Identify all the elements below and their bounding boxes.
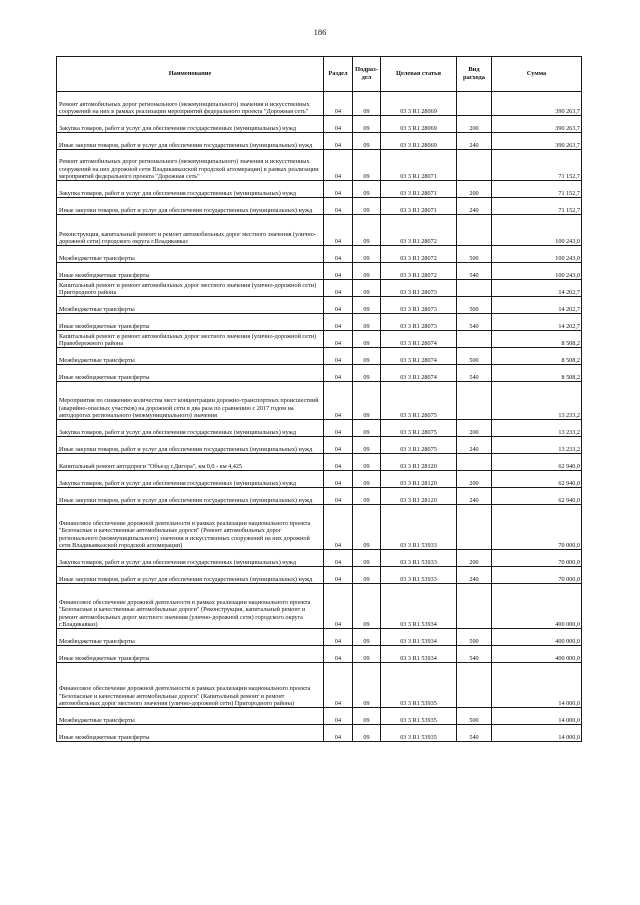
table-row (57, 181, 582, 198)
cell-podrazdel: 09 (353, 92, 381, 116)
cell-podrazdel: 09 (353, 116, 381, 133)
cell-sum: 13 233,2 (492, 420, 582, 437)
cell-target: 03 3 R1 53935 (381, 663, 457, 708)
cell-podrazdel: 09 (353, 708, 381, 725)
cell-name: Закупка товаров, работ и услуг для обеспечения государственных (муниципальных) нужд (57, 550, 324, 567)
cell-name: Финансовое обеспечение дорожной деятельности в рамках реализации национального проекта "Безопасные и качественные автомобильные дороги" (Капитальный ремонт и ремонт автомобильных дорог местного значения (улично-дорожной сети) Пригородного района) (57, 663, 324, 708)
budget-table (56, 56, 582, 742)
cell-name: Иные межбюджетные трансферты (57, 314, 324, 331)
cell-razdel: 04 (324, 550, 353, 567)
cell-vid (457, 92, 492, 116)
cell-podrazdel: 09 (353, 567, 381, 584)
cell-target: 03 3 R1 28073 (381, 314, 457, 331)
cell-vid: 540 (457, 365, 492, 382)
cell-sum: 400 000,0 (492, 629, 582, 646)
cell-sum: 8 508,2 (492, 365, 582, 382)
cell-vid (457, 280, 492, 297)
cell-name: Закупка товаров, работ и услуг для обеспечения государственных (муниципальных) нужд (57, 181, 324, 198)
cell-target: 03 3 R1 53933 (381, 567, 457, 584)
table-header-row (57, 57, 582, 92)
table-row (57, 567, 582, 584)
table-row (57, 215, 582, 246)
table-row (57, 348, 582, 365)
cell-vid (457, 454, 492, 471)
cell-sum: 70 000,0 (492, 550, 582, 567)
table-row (57, 133, 582, 150)
cell-target: 03 3 R1 28072 (381, 215, 457, 246)
cell-podrazdel: 09 (353, 150, 381, 181)
cell-sum: 390 263,7 (492, 116, 582, 133)
table-row (57, 331, 582, 348)
cell-vid (457, 382, 492, 420)
table-row (57, 646, 582, 663)
cell-podrazdel: 09 (353, 725, 381, 742)
cell-sum: 71 152,7 (492, 198, 582, 215)
header-target: Целевая статья (381, 57, 457, 92)
table-row (57, 280, 582, 297)
cell-name: Финансовое обеспечение дорожной деятельности в рамках реализации национального проекта "Безопасные и качественные автомобильные дороги" (Ремонт автомобильных дорог регионального (межмуниципального) значения и искусственных сооружений на них дорожной сети Владикавказской городской агломерации) (57, 505, 324, 550)
cell-name: Мероприятия по снижению количества мест концентрации дорожно-транспортных происшествий (аварийно-опасных участков) на дорожной сети в два раза по сравнению с 2017 годом на автодорогах регионального (межмуниципального) значения (57, 382, 324, 420)
cell-podrazdel: 09 (353, 454, 381, 471)
cell-target: 03 3 R1 28071 (381, 181, 457, 198)
cell-sum: 8 508,2 (492, 331, 582, 348)
cell-target: 03 3 R1 28072 (381, 263, 457, 280)
cell-target: 03 3 R1 28120 (381, 471, 457, 488)
cell-sum: 100 243,0 (492, 263, 582, 280)
cell-vid: 500 (457, 246, 492, 263)
cell-target: 03 3 R1 28074 (381, 365, 457, 382)
cell-razdel: 04 (324, 280, 353, 297)
cell-name: Межбюджетные трансферты (57, 708, 324, 725)
table-row (57, 488, 582, 505)
cell-target: 03 3 R1 28071 (381, 150, 457, 181)
cell-razdel: 04 (324, 348, 353, 365)
cell-razdel: 04 (324, 150, 353, 181)
cell-name: Межбюджетные трансферты (57, 246, 324, 263)
cell-podrazdel: 09 (353, 646, 381, 663)
cell-razdel: 04 (324, 215, 353, 246)
cell-podrazdel: 09 (353, 280, 381, 297)
table-row (57, 246, 582, 263)
cell-podrazdel: 09 (353, 420, 381, 437)
header-vid: Вид расхода (457, 57, 492, 92)
table-row (57, 263, 582, 280)
table-row (57, 584, 582, 629)
page-number: 186 (313, 27, 327, 37)
cell-sum: 71 152,7 (492, 181, 582, 198)
cell-vid: 240 (457, 488, 492, 505)
cell-razdel: 04 (324, 629, 353, 646)
cell-name: Капитальный ремонт и ремонт автомобильных дорог местного значения (улично-дорожной сети) Пригородного района (57, 280, 324, 297)
cell-vid: 540 (457, 725, 492, 742)
cell-vid: 500 (457, 297, 492, 314)
cell-sum: 390 263,7 (492, 92, 582, 116)
cell-razdel: 04 (324, 314, 353, 331)
cell-vid: 200 (457, 420, 492, 437)
table-row (57, 382, 582, 420)
cell-name: Межбюджетные трансферты (57, 629, 324, 646)
cell-name: Финансовое обеспечение дорожной деятельности в рамках реализации национального проекта "Безопасные и качественные автомобильные дороги" (Реконструкция, капитальный ремонт и ремонт автомобильных дорог местного значения (улично-дорожной сети) городского округа г.Владикавказ) (57, 584, 324, 629)
cell-sum: 400 000,0 (492, 646, 582, 663)
header-sum: Сумма (492, 57, 582, 92)
cell-podrazdel: 09 (353, 488, 381, 505)
cell-target: 03 3 R1 28075 (381, 437, 457, 454)
cell-sum: 62 940,0 (492, 471, 582, 488)
cell-podrazdel: 09 (353, 629, 381, 646)
cell-name: Капитальный ремонт автодороги "Объезд г.Дигора", км 0,0 - км 4,425 (57, 454, 324, 471)
cell-podrazdel: 09 (353, 263, 381, 280)
cell-sum: 8 508,2 (492, 348, 582, 365)
cell-target: 03 3 R1 53934 (381, 584, 457, 629)
cell-podrazdel: 09 (353, 133, 381, 150)
cell-sum: 14 202,7 (492, 280, 582, 297)
cell-podrazdel: 09 (353, 471, 381, 488)
cell-vid: 500 (457, 708, 492, 725)
table-row (57, 150, 582, 181)
cell-sum: 14 000,0 (492, 708, 582, 725)
cell-target: 03 3 R1 53933 (381, 550, 457, 567)
cell-razdel: 04 (324, 505, 353, 550)
cell-target: 03 3 R1 28069 (381, 116, 457, 133)
cell-name: Иные межбюджетные трансферты (57, 263, 324, 280)
cell-podrazdel: 09 (353, 382, 381, 420)
cell-razdel: 04 (324, 263, 353, 280)
table-row (57, 92, 582, 116)
header-name: Наименование (57, 57, 324, 92)
table-row (57, 116, 582, 133)
cell-sum: 14 000,0 (492, 725, 582, 742)
table-row (57, 708, 582, 725)
cell-name: Иные межбюджетные трансферты (57, 365, 324, 382)
cell-name: Иные закупки товаров, работ и услуг для обеспечения государственных (муниципальных) нужд (57, 488, 324, 505)
cell-podrazdel: 09 (353, 550, 381, 567)
cell-vid: 200 (457, 181, 492, 198)
cell-podrazdel: 09 (353, 297, 381, 314)
cell-name: Ремонт автомобильных дорог регионального (межмуниципального) значения и искусственных сооружений на них дорожной сети Владикавказской городской агломерации) в рамках реализации мероприятий федерального проекта "Дорожная сеть" (57, 150, 324, 181)
cell-target: 03 3 R1 28120 (381, 454, 457, 471)
cell-vid: 200 (457, 116, 492, 133)
cell-sum: 62 940,0 (492, 488, 582, 505)
cell-sum: 100 243,0 (492, 246, 582, 263)
cell-razdel: 04 (324, 133, 353, 150)
cell-razdel: 04 (324, 488, 353, 505)
table-row (57, 629, 582, 646)
cell-target: 03 3 R1 28075 (381, 420, 457, 437)
cell-name: Иные закупки товаров, работ и услуг для обеспечения государственных (муниципальных) нужд (57, 198, 324, 215)
cell-name: Иные межбюджетные трансферты (57, 646, 324, 663)
cell-vid (457, 331, 492, 348)
cell-target: 03 3 R1 28073 (381, 280, 457, 297)
cell-name: Межбюджетные трансферты (57, 348, 324, 365)
cell-podrazdel: 09 (353, 505, 381, 550)
cell-vid: 540 (457, 263, 492, 280)
cell-target: 03 3 R1 53935 (381, 708, 457, 725)
cell-sum: 70 000,0 (492, 567, 582, 584)
header-razdel: Раздел (324, 57, 353, 92)
cell-target: 03 3 R1 28074 (381, 331, 457, 348)
table-row (57, 437, 582, 454)
cell-podrazdel: 09 (353, 348, 381, 365)
cell-target: 03 3 R1 28074 (381, 348, 457, 365)
cell-razdel: 04 (324, 454, 353, 471)
cell-vid: 500 (457, 629, 492, 646)
table-body (57, 92, 582, 742)
table-row (57, 663, 582, 708)
cell-sum: 400 000,0 (492, 584, 582, 629)
cell-razdel: 04 (324, 331, 353, 348)
cell-razdel: 04 (324, 567, 353, 584)
cell-target: 03 3 R1 28069 (381, 92, 457, 116)
cell-podrazdel: 09 (353, 181, 381, 198)
cell-name: Капитальный ремонт и ремонт автомобильных дорог местного значения (улично-дорожной сети) Правобережного района (57, 331, 324, 348)
cell-podrazdel: 09 (353, 215, 381, 246)
cell-razdel: 04 (324, 92, 353, 116)
cell-razdel: 04 (324, 663, 353, 708)
cell-razdel: 04 (324, 471, 353, 488)
cell-podrazdel: 09 (353, 246, 381, 263)
cell-vid (457, 663, 492, 708)
cell-name: Иные закупки товаров, работ и услуг для обеспечения государственных (муниципальных) нужд (57, 133, 324, 150)
cell-razdel: 04 (324, 725, 353, 742)
cell-podrazdel: 09 (353, 663, 381, 708)
cell-sum: 70 000,0 (492, 505, 582, 550)
cell-target: 03 3 R1 28072 (381, 246, 457, 263)
table-row (57, 198, 582, 215)
cell-razdel: 04 (324, 297, 353, 314)
cell-vid: 240 (457, 437, 492, 454)
cell-target: 03 3 R1 53933 (381, 505, 457, 550)
table-row (57, 471, 582, 488)
cell-podrazdel: 09 (353, 314, 381, 331)
cell-razdel: 04 (324, 181, 353, 198)
header-podrazdel: Подраз-дел (353, 57, 381, 92)
cell-razdel: 04 (324, 382, 353, 420)
cell-target: 03 3 R1 28071 (381, 198, 457, 215)
cell-razdel: 04 (324, 420, 353, 437)
cell-vid: 240 (457, 198, 492, 215)
cell-podrazdel: 09 (353, 365, 381, 382)
cell-podrazdel: 09 (353, 198, 381, 215)
table-row (57, 420, 582, 437)
cell-vid: 540 (457, 646, 492, 663)
cell-name: Закупка товаров, работ и услуг для обеспечения государственных (муниципальных) нужд (57, 420, 324, 437)
cell-target: 03 3 R1 28120 (381, 488, 457, 505)
cell-target: 03 3 R1 28069 (381, 133, 457, 150)
table-row (57, 550, 582, 567)
cell-razdel: 04 (324, 437, 353, 454)
cell-target: 03 3 R1 53935 (381, 725, 457, 742)
cell-podrazdel: 09 (353, 584, 381, 629)
cell-podrazdel: 09 (353, 437, 381, 454)
cell-sum: 14 000,0 (492, 663, 582, 708)
cell-name: Иные закупки товаров, работ и услуг для обеспечения государственных (муниципальных) нужд (57, 567, 324, 584)
table-row (57, 454, 582, 471)
cell-name: Иные закупки товаров, работ и услуг для обеспечения государственных (муниципальных) нужд (57, 437, 324, 454)
cell-vid: 200 (457, 550, 492, 567)
cell-sum: 71 152,7 (492, 150, 582, 181)
cell-vid: 200 (457, 471, 492, 488)
cell-razdel: 04 (324, 246, 353, 263)
cell-target: 03 3 R1 53934 (381, 646, 457, 663)
cell-name: Реконструкция, капитальный ремонт и ремонт автомобильных дорог местного значения (улично-дорожной сети) городского округа г.Владикавказ (57, 215, 324, 246)
cell-razdel: 04 (324, 708, 353, 725)
cell-sum: 62 940,0 (492, 454, 582, 471)
cell-name: Закупка товаров, работ и услуг для обеспечения государственных (муниципальных) нужд (57, 471, 324, 488)
cell-podrazdel: 09 (353, 331, 381, 348)
cell-vid: 240 (457, 567, 492, 584)
cell-sum: 13 233,2 (492, 382, 582, 420)
table-row (57, 725, 582, 742)
cell-name: Межбюджетные трансферты (57, 297, 324, 314)
cell-vid (457, 215, 492, 246)
table-row (57, 505, 582, 550)
cell-razdel: 04 (324, 584, 353, 629)
cell-name: Иные межбюджетные трансферты (57, 725, 324, 742)
cell-sum: 390 263,7 (492, 133, 582, 150)
cell-razdel: 04 (324, 116, 353, 133)
cell-razdel: 04 (324, 646, 353, 663)
cell-name: Ремонт автомобильных дорог регионального (межмуниципального) значения и искусственных сооружений на них в рамках реализации мероприятий федерального проекта "Дорожная сеть" (57, 92, 324, 116)
cell-vid: 240 (457, 133, 492, 150)
cell-razdel: 04 (324, 198, 353, 215)
cell-vid: 500 (457, 348, 492, 365)
cell-target: 03 3 R1 28073 (381, 297, 457, 314)
cell-name: Закупка товаров, работ и услуг для обеспечения государственных (муниципальных) нужд (57, 116, 324, 133)
table-row (57, 297, 582, 314)
cell-target: 03 3 R1 53934 (381, 629, 457, 646)
cell-vid: 540 (457, 314, 492, 331)
cell-razdel: 04 (324, 365, 353, 382)
cell-sum: 13 233,2 (492, 437, 582, 454)
cell-vid (457, 584, 492, 629)
cell-sum: 100 243,0 (492, 215, 582, 246)
cell-sum: 14 202,7 (492, 297, 582, 314)
cell-target: 03 3 R1 28075 (381, 382, 457, 420)
table-row (57, 365, 582, 382)
cell-sum: 14 202,7 (492, 314, 582, 331)
table-row (57, 314, 582, 331)
cell-vid (457, 150, 492, 181)
cell-vid (457, 505, 492, 550)
